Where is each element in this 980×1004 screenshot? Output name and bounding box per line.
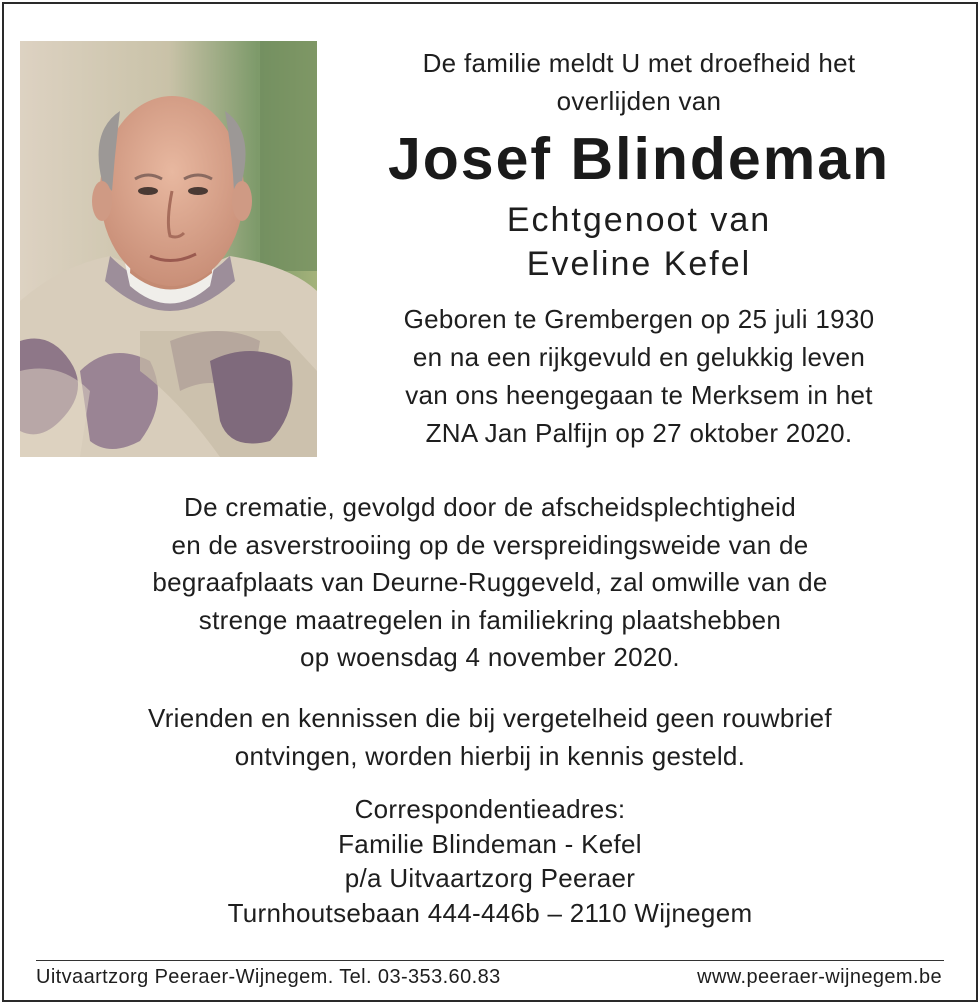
intro-text <box>334 44 944 120</box>
ceremony-line: op woensdag 4 november 2020. <box>300 642 680 672</box>
ceremony-line: strenge maatregelen in familiekring plaatshebben <box>198 604 782 635</box>
bio-text <box>334 300 944 452</box>
header-block <box>334 44 944 452</box>
ceremony-line: en de asverstrooiing op de verspreidingsweide van de <box>171 529 809 560</box>
funeral-home-contact: Uitvaartzorg Peeraer-Wijnegem. Tel. 03-353.60.83 <box>36 966 501 988</box>
address-line: Correspondentieadres: <box>354 794 626 824</box>
bio-line: en na een rijkgevuld en gelukkig leven <box>412 342 866 372</box>
intro-line: overlijden van <box>556 86 722 116</box>
intro-line: De familie meldt U met droefheid het <box>422 48 856 78</box>
ceremony-line: begraafplaats van Deurne-Ruggeveld, zal omwille van de <box>152 567 828 597</box>
correspondence-address <box>30 792 950 930</box>
ceremony-text <box>30 489 950 677</box>
bio-line: van ons heengegaan te Merksem in het <box>405 380 873 410</box>
bio-line: Geboren te Grembergen op 25 juli 1930 <box>403 304 875 334</box>
deceased-name: Josef Blindeman <box>387 126 891 192</box>
bio-line: ZNA Jan Palfijn op 27 oktober 2020. <box>425 418 853 448</box>
address-line: p/a Uitvaartzorg Peeraer <box>344 863 636 893</box>
notice-line: ontvingen, worden hierbij in kennis gesteld. <box>234 740 746 771</box>
spouse-text <box>334 198 944 286</box>
address-line: Turnhoutsebaan 444-446b – 2110 Wijnegem <box>227 897 753 928</box>
spouse-line: Echtgenoot van <box>506 201 772 239</box>
notice-line: Vrienden en kennissen die bij vergetelheid geen rouwbrief <box>148 703 832 733</box>
portrait-photo <box>20 41 317 457</box>
ceremony-line: De crematie, gevolgd door de afscheidsplechtigheid <box>184 492 796 522</box>
spouse-line: Eveline Kefel <box>526 245 752 283</box>
address-line: Familie Blindeman - Kefel <box>338 828 642 859</box>
notice-text <box>30 700 950 775</box>
funeral-home-website[interactable]: www.peeraer-wijnegem.be <box>697 966 942 988</box>
footer-divider <box>36 960 944 961</box>
